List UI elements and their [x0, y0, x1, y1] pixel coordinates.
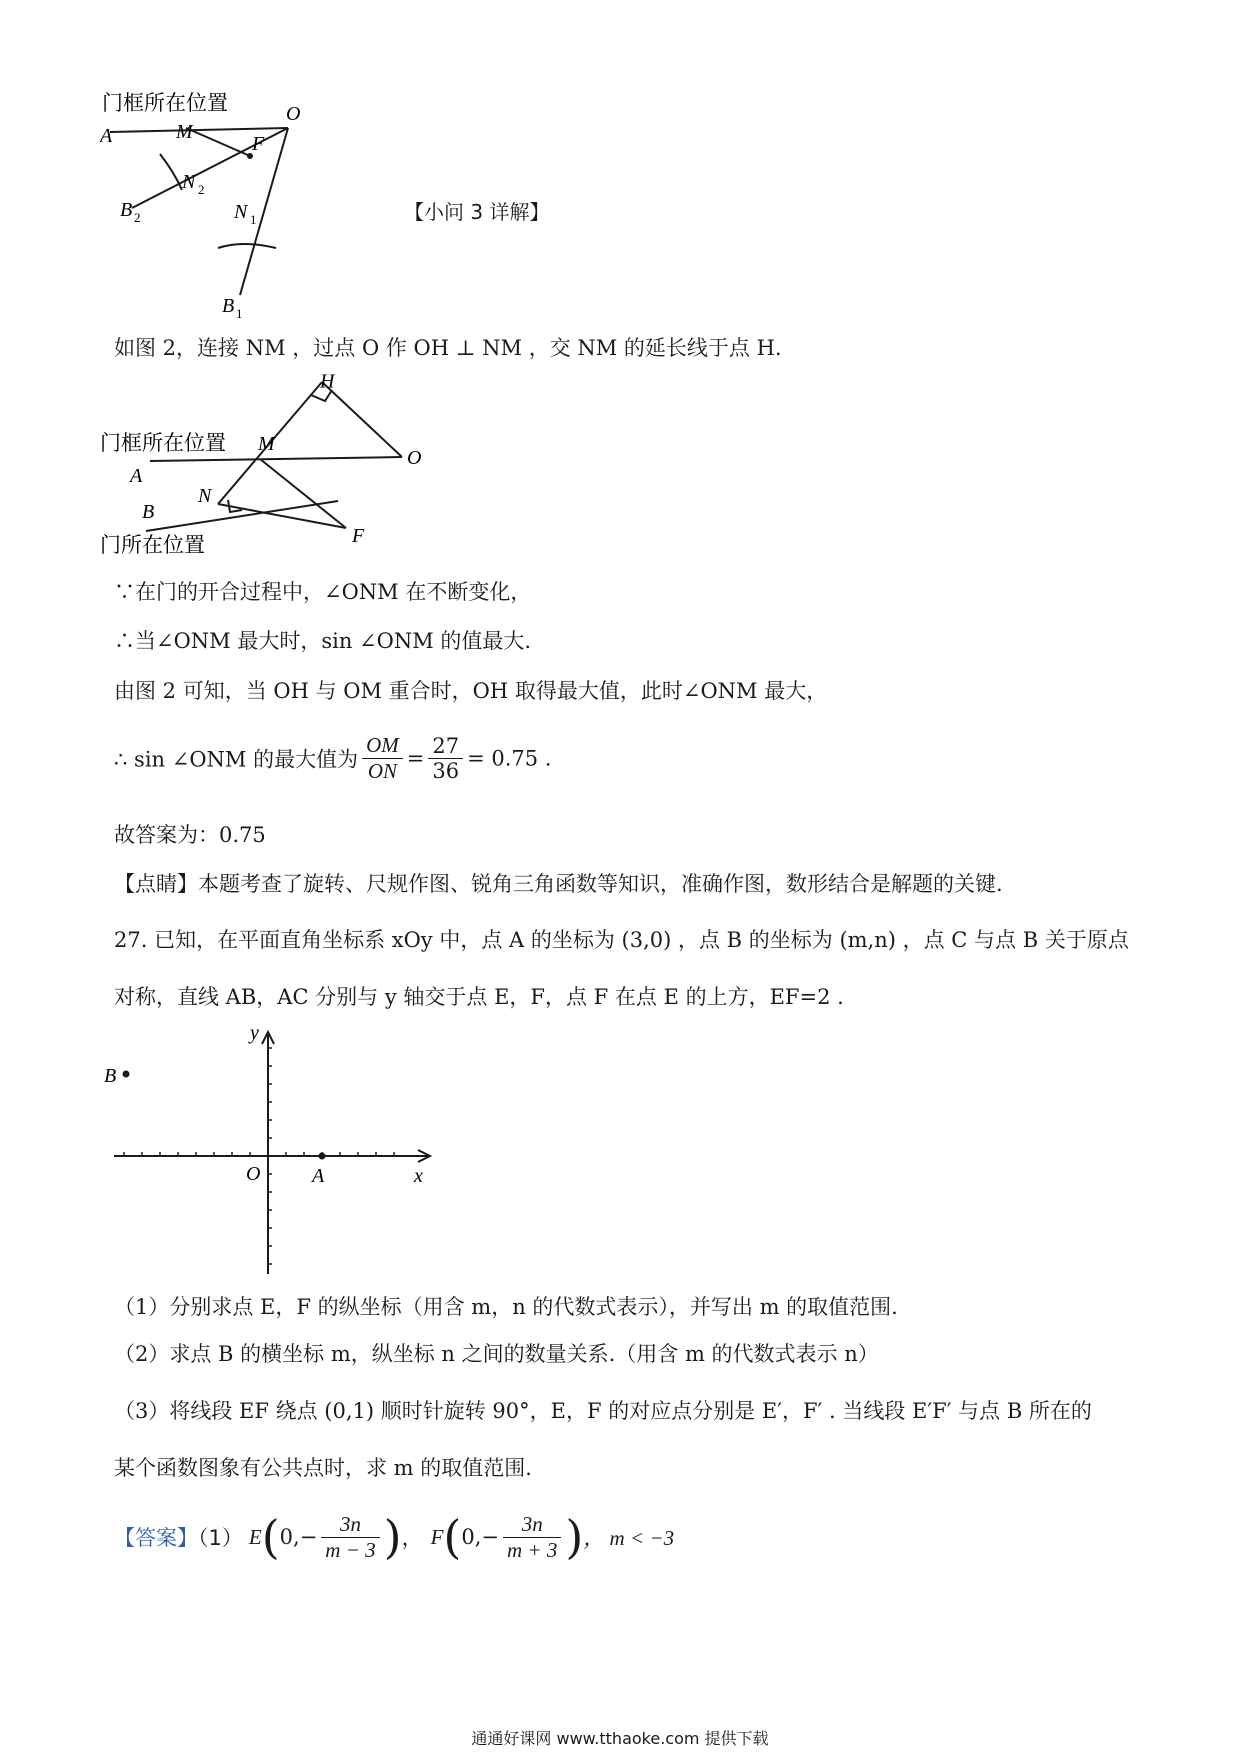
fraction-1-denominator: ON [367, 759, 398, 783]
answer-tag: 【答案】 [114, 1526, 198, 1550]
answer-F-denominator: m + 3 [507, 1537, 558, 1562]
fig2-label-O: O [407, 447, 422, 469]
text-therefore-1: ∴当∠ONM 最大时，sin ∠ONM 的值最大. [114, 629, 532, 653]
fig2-label-N: N [198, 485, 212, 507]
fig2-label-A: A [130, 465, 143, 487]
max-suffix: = 0.75 . [467, 746, 552, 771]
question-27-line-1: 27. 已知，在平面直角坐标系 xOy 中，点 A 的坐标为 (3,0) ，点 B 的坐标为 (m,n) ，点 C 与点 B 关于原点 [114, 928, 1129, 952]
answer-E-fraction [321, 1512, 379, 1563]
arc-N2 [160, 154, 182, 190]
question-27-part-3-line-1: （3）将线段 EF 绕点 (0,1) 顺时针旋转 90°，E，F 的对应点分别是 E′，F′ . 当线段 E′F′ 与点 B 所在的 [114, 1399, 1092, 1423]
fig1-label-A: A [100, 125, 113, 147]
line-BN [146, 501, 338, 531]
line-AO [110, 128, 288, 132]
fraction-2-denominator: 36 [432, 759, 460, 783]
answer-separator: ， [401, 1526, 423, 1550]
text-from-fig2: 由图 2 可知，当 OH 与 OM 重合时，OH 取得最大值，此时∠ONM 最大， [114, 679, 828, 703]
question-27-part-2: （2）求点 B 的横坐标 m，纵坐标 n 之间的数量关系.（用含 m 的代数式表示 n） [114, 1342, 879, 1366]
text-answer: 故答案为：0.75 [114, 823, 266, 847]
answer-condition: ， m < −3 [583, 1526, 675, 1550]
fraction-om-on [362, 733, 403, 784]
answer-F-numerator: 3n [503, 1512, 561, 1538]
text-max-value [114, 733, 552, 784]
fraction-1-numerator: OM [362, 733, 403, 759]
text-because: ∵在门的开合过程中，∠ONM 在不断变化， [114, 580, 532, 604]
answer-E-numerator: 3n [321, 1512, 379, 1538]
fig2-label-F: F [352, 525, 365, 547]
fig1-label-N1-sub: 1 [250, 212, 257, 227]
fig1-label-O: O [286, 103, 301, 125]
line-OB2 [132, 128, 288, 208]
final-answer: 【答案】（1） E(0,− $\frac{3n}{m - 3}$ )， F(0,− $\frac{3n}{m + 3}$ )， m < −3 [114, 1510, 675, 1564]
fig3-label-A: A [312, 1165, 325, 1187]
fig2-label-B: B [142, 501, 155, 523]
line-MF [260, 459, 346, 528]
arc-N1 [218, 244, 276, 248]
answer-part: （1） [198, 1526, 243, 1550]
fig1-label-F: F [252, 133, 265, 155]
fig1-label-M: M [176, 121, 193, 143]
line-HO [322, 382, 402, 457]
answer-E-denominator: m − 3 [325, 1537, 376, 1562]
fig1-caption: 门框所在位置 [102, 91, 228, 115]
fig1-label-B2-sub: 2 [134, 210, 141, 225]
answer-F-fraction [503, 1512, 561, 1563]
fig2-label-M: M [258, 433, 275, 455]
figure-3-coordinate-plane [100, 1024, 440, 1284]
answer-E-prefix: 0,− [279, 1525, 318, 1549]
figure-1-door-frame [100, 90, 360, 320]
page-footer: 通通好课网 www.tthaoke.com 提供下载 [471, 1729, 769, 1748]
fig1-label-B1-sub: 1 [236, 306, 243, 320]
fig1-label-B1: B [222, 295, 235, 317]
fig3-label-x: x [414, 1165, 423, 1187]
answer-E-label: E [248, 1524, 262, 1549]
question-27-part-3-line-2: 某个函数图象有公共点时，求 m 的取值范围. [114, 1456, 532, 1480]
fig1-label-N1: N [234, 201, 248, 223]
fig2-label-H: H [320, 374, 335, 393]
fraction-27-36 [428, 734, 463, 783]
fig1-label-N2: N [182, 171, 196, 193]
answer-F-prefix: 0,− [461, 1525, 500, 1549]
max-eq: = [406, 746, 425, 771]
fig3-label-O: O [246, 1163, 261, 1185]
figure-2-door-position [100, 374, 440, 564]
question-27-line-2: 对称，直线 AB，AC 分别与 y 轴交于点 E，F，点 F 在点 E 的上方，EF=2 . [114, 985, 844, 1009]
subquestion-3-title: 【小问 3 详解】 [404, 200, 550, 224]
line-AO [150, 457, 402, 461]
answer-F-label: F [430, 1524, 444, 1549]
fig2-caption-top: 门框所在位置 [100, 431, 226, 455]
fig2-caption-bottom: 门所在位置 [100, 533, 205, 557]
text-fig2-intro: 如图 2，连接 NM ，过点 O 作 OH ⊥ NM ，交 NM 的延长线于点 H. [114, 336, 782, 360]
fig1-label-N2-sub: 2 [198, 182, 205, 197]
point-A [319, 1153, 326, 1160]
fig3-label-y: y [250, 1024, 259, 1044]
point-B [123, 1071, 130, 1078]
fraction-2-numerator: 27 [428, 734, 463, 759]
fig3-label-B: B [104, 1065, 117, 1087]
text-dianjing: 【点睛】本题考查了旋转、尺规作图、锐角三角函数等知识，准确作图，数形结合是解题的关键. [114, 872, 1003, 896]
fig1-label-B2: B [120, 199, 133, 221]
question-27-part-1: （1）分别求点 E，F 的纵坐标（用含 m，n 的代数式表示），并写出 m 的取值范围. [114, 1295, 898, 1319]
max-prefix: ∴ sin ∠ONM 的最大值为 [114, 747, 359, 772]
